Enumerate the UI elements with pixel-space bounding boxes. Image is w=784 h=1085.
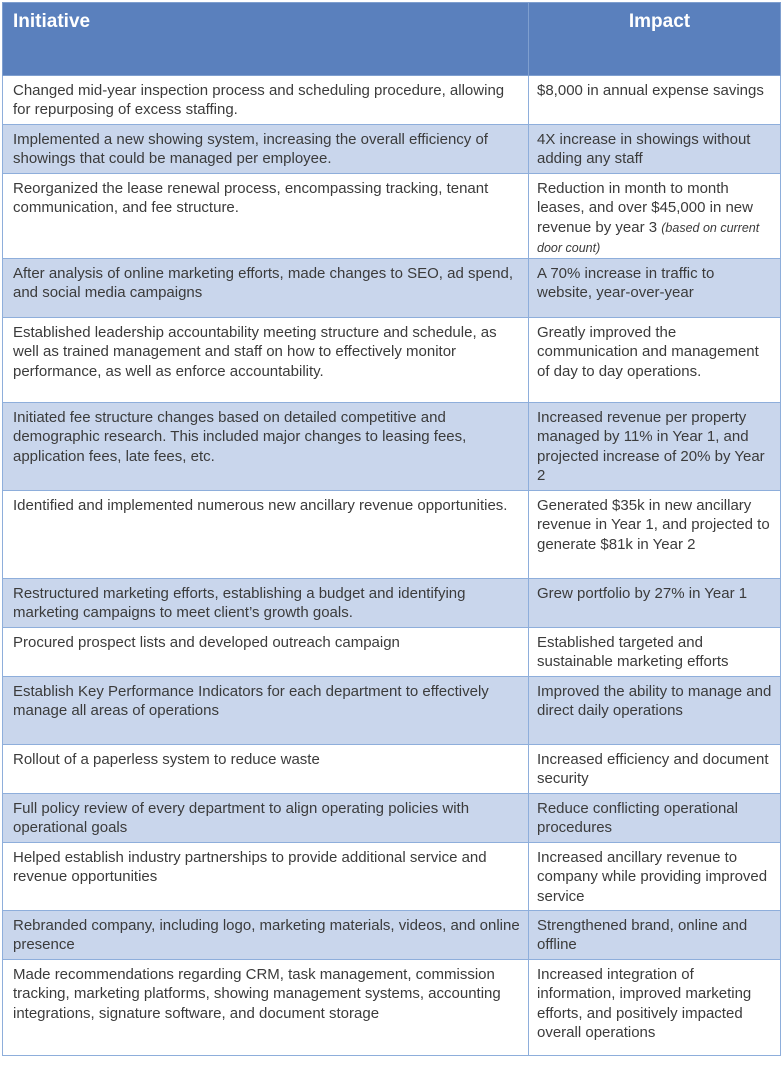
header-row [3,3,781,76]
impact-cell [529,174,781,259]
table-row [3,174,781,259]
table-row [3,491,781,579]
initiative-cell: Reorganized the lease renewal process, encompassing tracking, tenant communication, and fee structure. [3,174,529,259]
table-row [3,125,781,174]
impact-cell [529,403,781,491]
impact-cell [529,677,781,745]
header-impact: Impact [529,3,781,76]
table-row [3,318,781,403]
initiative-cell: Identified and implemented numerous new ancillary revenue opportunities. [3,491,529,579]
table-row [3,794,781,843]
initiative-impact-table [2,2,781,1056]
impact-text: Increased integration of information, improved marketing efforts, and positively impacted overall operations [537,966,752,1042]
impact-text: Generated $35k in new ancillary revenue in Year 1, and projected to generate $81k in Year 2 [537,497,770,553]
impact-text: Increased revenue per property managed by 11% in Year 1, and projected increase of 20% by Year 2 [537,409,765,485]
impact-cell [529,579,781,628]
impact-cell [529,745,781,794]
impact-text: Reduce conflicting operational procedures [537,800,738,837]
initiative-cell: Restructured marketing efforts, establishing a budget and identifying marketing campaigns to meet client’s growth goals. [3,579,529,628]
impact-text: Established targeted and sustainable marketing efforts [537,634,729,671]
impact-text: Reduction in month to month leases, and over $45,000 in new revenue by year 3 [537,180,753,236]
impact-cell [529,843,781,911]
impact-text: Grew portfolio by 27% in Year 1 [537,585,748,603]
impact-cell [529,628,781,677]
impact-text: Improved the ability to manage and direct daily operations [537,683,772,720]
table-row [3,677,781,745]
impact-cell [529,911,781,960]
initiative-cell: After analysis of online marketing efforts, made changes to SEO, ad spend, and social media campaigns [3,259,529,318]
impact-text: A 70% increase in traffic to website, year-over-year [537,265,715,302]
impact-cell [529,318,781,403]
header-initiative: Initiative [3,3,529,76]
table-row [3,843,781,911]
table-row [3,628,781,677]
impact-text: Greatly improved the communication and management of day to day operations. [537,324,759,380]
table-row [3,745,781,794]
impact-cell [529,794,781,843]
impact-text: $8,000 in annual expense savings [537,82,764,99]
initiative-cell: Implemented a new showing system, increasing the overall efficiency of showings that could be managed per employee. [3,125,529,174]
initiative-cell: Initiated fee structure changes based on detailed competitive and demographic research. This included major changes to leasing fees, application fees, late fees, etc. [3,403,529,491]
table-row [3,960,781,1056]
table-body [3,76,781,1056]
impact-cell [529,960,781,1056]
initiative-cell: Established leadership accountability meeting structure and schedule, as well as trained management and staff on how to effectively monitor performance, as well as enforce accountability. [3,318,529,403]
table-row [3,76,781,125]
impact-text: Increased efficiency and document security [537,751,769,788]
table-row [3,579,781,628]
impact-cell [529,259,781,318]
table-row [3,911,781,960]
impact-text: Increased ancillary revenue to company while providing improved service [537,849,768,905]
initiative-cell: Full policy review of every department to align operating policies with operational goals [3,794,529,843]
initiative-cell: Made recommendations regarding CRM, task management, commission tracking, marketing platforms, showing management systems, accounting integrations, signature software, and document storage [3,960,529,1056]
initiative-cell: Rebranded company, including logo, marketing materials, videos, and online presence [3,911,529,960]
impact-note: (based on current door count) [537,220,760,255]
impact-text: 4X increase in showings without adding any staff [537,131,751,168]
initiative-cell: Establish Key Performance Indicators for each department to effectively manage all areas of operations [3,677,529,745]
impact-cell [529,76,781,125]
initiative-cell: Rollout of a paperless system to reduce waste [3,745,529,794]
initiative-cell: Procured prospect lists and developed outreach campaign [3,628,529,677]
impact-cell [529,125,781,174]
impact-text: Strengthened brand, online and offline [537,917,748,954]
initiative-cell: Changed mid-year inspection process and scheduling procedure, allowing for repurposing of excess staffing. [3,76,529,125]
table-row [3,403,781,491]
initiative-cell: Helped establish industry partnerships to provide additional service and revenue opportunities [3,843,529,911]
table-row [3,259,781,318]
impact-cell [529,491,781,579]
